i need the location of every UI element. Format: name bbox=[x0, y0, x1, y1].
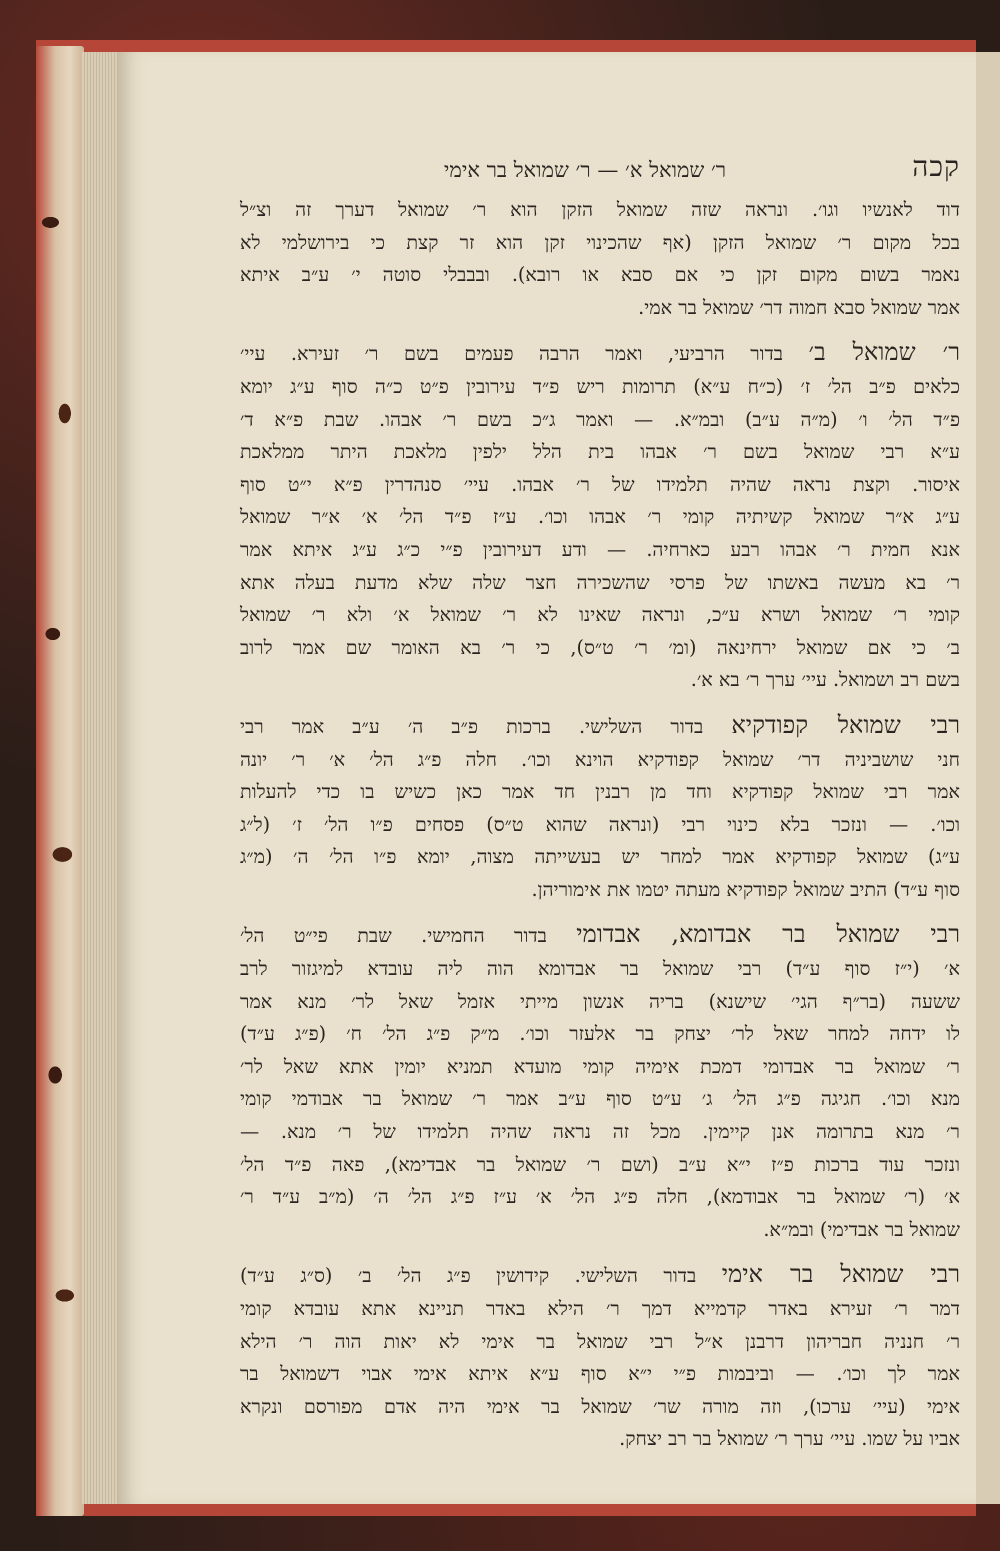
page-text bbox=[240, 150, 960, 1456]
page-number: קכה bbox=[912, 150, 960, 183]
text-line: בשם רב ושמואל. עיי׳ ערך ר׳ בא א׳. bbox=[690, 668, 960, 692]
text-line: ר׳ בא מעשה באשתו של פרסי שהשכירה חצר שלה שלא מדעת בעלה אתא bbox=[240, 570, 960, 594]
page-header bbox=[240, 150, 960, 194]
text-line: אנא חמית ר׳ אבהו רבע כארחיה. — ודע דעירובין פ״י כ״ג ע״ג איתא אמר bbox=[240, 537, 960, 561]
entry-heading: רבי שמואל בר אבדומא, אבדומי bbox=[576, 920, 960, 949]
text-line: כלאים פ״ב הל׳ ז׳ (כ״ח ע״א) תרומות ריש פ״ד עירובין פ״ט כ״ה סוף ע״ג יומא bbox=[240, 374, 960, 398]
page-stack-edges bbox=[82, 52, 122, 1504]
paragraph-3 bbox=[240, 709, 960, 907]
text-line: ששעה (בר״ף הגי׳ שישנא) בריה אנשון מייתי אזמל שאל לר׳ מנא אמר bbox=[240, 989, 960, 1013]
text-line: בכל מקום ר׳ שמואל הזקן (אף שהכינוי זקן הוא זר קצת כי בירושלמי לא bbox=[240, 230, 960, 254]
text-line: אמר רבי שמואל קפודקיא וחד מן רבנין חד אמר כאן כשיש בו כדי להעלות bbox=[240, 780, 960, 804]
text-line: איסור. וקצת נראה שהיה תלמידו של ר׳ אבהו. עיי׳ סנהדרין פ״א י״ט סוף bbox=[240, 472, 960, 496]
paragraph-1 bbox=[240, 194, 960, 324]
paragraph-4 bbox=[240, 918, 960, 1246]
text-line: אמר שמואל סבא חמוה דר׳ שמואל בר אמי. bbox=[638, 295, 960, 319]
text-line: שמואל בר אבדימי) ובמ״א. bbox=[763, 1217, 960, 1241]
text-segment: בדור השלישי. ברכות פ״ב ה׳ ע״ב אמר רבי bbox=[240, 714, 732, 738]
text-line: ב׳ כי אם שמואל ירחינאה (ומ׳ ר׳ ט״ס), כי ר׳ בא האומר שם אמר לרוב bbox=[240, 635, 960, 659]
text-line: ר׳ מנא בתרומה אנן קיימין. מכל זה נראה שהיה תלמידו של ר׳ מנא. — bbox=[240, 1120, 960, 1144]
text-line bbox=[240, 918, 960, 953]
text-line: פ״ד הל׳ ו׳ (מ״ה ע״ב) ובמ״א. — ואמר ג״כ בשם ר׳ אבהו. שבת פ״א ד׳ bbox=[240, 407, 960, 431]
text-line: וכו׳. — ונזכר בלא כינוי רבי (ונראה שהוא ט״ס) פסחים פ״ו הל׳ ז׳ (ל״ג bbox=[240, 812, 960, 836]
paragraph-2 bbox=[240, 336, 960, 697]
text-line: דוד לאנשיו וגו׳. ונראה שזה שמואל הזקן הוא ר׳ שמואל דערך זה וצ״ל bbox=[240, 198, 960, 221]
text-line: א׳ (י״ז סוף ע״ד) רבי שמואל בר אבדומא הוה ליה עובדא למיגזור לרב bbox=[240, 957, 960, 981]
text-line: סוף ע״ד) התיב שמואל קפודקיא מעתה יטמו את אימוריהן. bbox=[531, 877, 960, 901]
entry-heading: רבי שמואל קפודקיא bbox=[731, 710, 961, 739]
text-line: ונזכר עוד ברכות פ״ז י״א ע״ב (ושם ר׳ שמואל בר אבדימא), פאה פ״ד הל׳ bbox=[240, 1152, 960, 1176]
book-cover-marbled-edge bbox=[36, 46, 84, 1516]
text-line: א׳ (ר׳ שמואל בר אבודמא), חלה פ״ג הל׳ א׳ ע״ז פ״ג הל׳ ה׳ (מ״ב ע״ד ר׳ bbox=[240, 1185, 960, 1209]
text-segment: בדור החמישי. שבת פי״ט הל׳ bbox=[240, 924, 577, 948]
text-line: אימי (עיי׳ ערכו), וזה מורה שר׳ שמואל בר אימי היה אדם מפורסם ונקרא bbox=[240, 1394, 960, 1418]
text-line: אמר לך וכו׳. — וביבמות פ״י י״א סוף ע״א איתא אימי אבוי דשמואל בר bbox=[240, 1362, 960, 1386]
text-line: ע״ג) שמואל קפודקיא אמר למחר יש בעשייתה מצוה, יומא פ״ו הל׳ ה׳ (מ״ג bbox=[240, 845, 960, 869]
text-line: לו ידחה למחר שאל לר׳ יצחק בר אלעזר וכו׳. מ״ק פ״ג הל׳ ח׳ (פ״ג ע״ד) bbox=[240, 1022, 960, 1046]
text-line: קומי ר׳ שמואל ושרא ע״כ, ונראה שאינו לא ר׳ שמואל א׳ ולא ר׳ שמואל bbox=[240, 603, 960, 627]
text-line: ר׳ חנניה חבריהון דרבנן א״ל רבי שמואל בר אימי לא יאות הוה ר׳ הילא bbox=[240, 1329, 960, 1353]
entry-heading: ר׳ שמואל ב׳ bbox=[808, 338, 961, 367]
text-line bbox=[240, 336, 960, 371]
facing-page-edge bbox=[976, 52, 1000, 1504]
text-segment: בדור השלישי. קידושין פ״ג הל׳ ב׳ (ס״ג ע״ד) bbox=[240, 1264, 722, 1288]
text-line bbox=[240, 1258, 960, 1293]
text-segment: בדור הרביעי, ואמר הרבה פעמים בשם ר׳ זעירא. עיי׳ bbox=[240, 342, 809, 366]
paragraph-5 bbox=[240, 1258, 960, 1456]
text-line: ע״ג א״ר שמואל קשיתיה קומי ר׳ אבהו וכו׳. ע״ז פ״ד הל׳ א׳ א״ר שמואל bbox=[240, 505, 960, 529]
text-line: ע״א רבי שמואל בשם ר׳ אבהו בית הלל ילפין מלאכת היתר ממלאכת bbox=[240, 440, 960, 464]
text-line: מנא וכו׳. חגיגה פ״ג הל׳ ג׳ ע״ט סוף ע״ב אמר ר׳ שמואל בר אבודמי קומי bbox=[240, 1087, 960, 1111]
text-line: חני שושביניה דר׳ שמואל קפודקיא הוינא וכו׳. חלה פ״ג הל׳ א׳ ר׳ יונה bbox=[240, 747, 960, 771]
entry-heading: רבי שמואל בר אימי bbox=[721, 1260, 961, 1289]
running-title: ר׳ שמואל א׳ — ר׳ שמואל בר אימי bbox=[443, 158, 727, 182]
text-line bbox=[240, 709, 960, 744]
text-line: אביו על שמו. עיי׳ ערך ר׳ שמואל בר רב יצחק. bbox=[619, 1427, 960, 1451]
text-line: דמר ר׳ זעירא באדר קדמייא דמך ר׳ הילא באדר תניינא אתא עובדא קומי bbox=[240, 1297, 960, 1320]
text-line: נאמר בשום מקום זקן כי אם סבא או רובא). ובבבלי סוטה י׳ ע״ב איתא bbox=[240, 263, 960, 287]
text-line: ר׳ שמואל בר אבדומי דמכת אימיה קומי מועדא תמניא יומין אתא שאל לר׳ bbox=[240, 1054, 960, 1078]
